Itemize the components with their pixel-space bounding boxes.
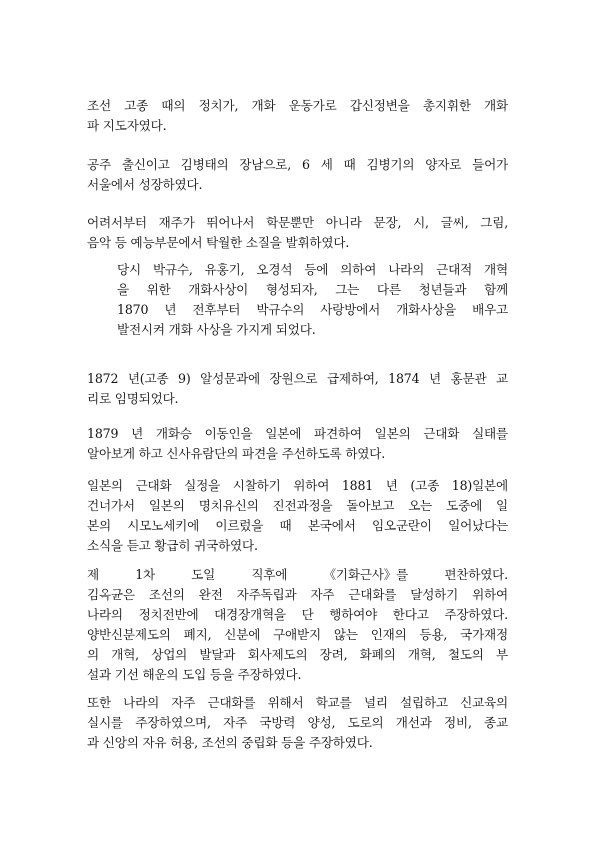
text-line: 설과 기선 해운의 도입 등을 주장하였다.	[87, 667, 302, 682]
paragraph-mission	[87, 424, 508, 464]
text-line: 당시 박규수, 유홍기, 오경석 등에 의하여 나라의 근대적 개혁	[117, 262, 508, 277]
text-line: 나라의 정치전반에 대경장개혁을 단 행하여야 한다고 주장하였다.	[87, 607, 508, 622]
word: 도일	[191, 567, 216, 582]
text-line: 김옥균은 조선의 완전 자주독립과 자주 근대화를 달성하기 위하여	[87, 587, 508, 602]
text-line: 건너가서 일본의 명치유신의 진전과정을 돌아보고 오는 도중에 일	[87, 498, 508, 513]
text-line: 일본의 근대화 실정을 시찰하기 위하여 1881 년 (고종 18)일본에	[87, 478, 508, 493]
text-line: 소식을 듣고 황급히 귀국하였다.	[87, 538, 258, 553]
text-line: 발전시켜 개화 사상을 가지게 되었다.	[117, 322, 316, 337]
text-line: 파 지도자였다.	[87, 118, 167, 133]
text-line: 1872 년(고종 9) 알성문과에 장원으로 급제하여, 1874 년 홍문관 교	[87, 371, 508, 386]
paragraph-origin	[87, 155, 508, 195]
word: 《기화근사》를	[323, 567, 409, 582]
text-line: 과 신앙의 자유 허용, 조선의 중립화 등을 주장하였다.	[87, 735, 373, 750]
text-line: 서울에서 성장하였다.	[87, 177, 203, 192]
text-line: 본의 시모노세키에 이르렀을 때 본국에서 임오군란이 일어났다는	[87, 518, 508, 533]
text-line: 의 개혁, 상업의 발달과 회사제도의 장려, 화폐의 개혁, 철도의 부	[87, 647, 508, 662]
word: 1차	[135, 567, 155, 582]
paragraph-enlightenment	[117, 260, 508, 340]
text-line: 을 위한 개화사상이 형성되자, 그는 다른 청년들과 함께	[117, 282, 508, 297]
text-line: 1870 년 전후부터 박규수의 사랑방에서 개화사상을 배우고	[117, 302, 508, 317]
text-line-spread	[87, 565, 508, 585]
text-line: 실시를 주장하였으며, 자주 국방력 양성, 도로의 개선과 정비, 종교	[87, 715, 508, 730]
text-line: 1879 년 개화승 이동인을 일본에 파견하여 일본의 근대화 실태를	[87, 426, 508, 441]
text-line: 또한 나라의 자주 근대화를 위해서 학교를 널리 설립하고 신교육의	[87, 695, 508, 710]
text-line: 음악 등 예능부문에서 탁월한 소질을 발휘하였다.	[87, 235, 350, 250]
paragraph-education	[87, 693, 508, 753]
text-line: 리로 임명되었다.	[87, 391, 179, 406]
text-line: 양반신분제도의 폐지, 신분에 구애받지 않는 인재의 등용, 국가재정	[87, 627, 508, 642]
word: 편찬하였다.	[444, 567, 508, 582]
text-line: 조선 고종 때의 정치가, 개화 운동가로 갑신정변을 총지휘한 개화	[87, 98, 508, 113]
text-line: 어려서부터 재주가 뛰어나서 학문뿐만 아니라 문장, 시, 글씨, 그림,	[87, 215, 508, 230]
word: 제	[87, 567, 99, 582]
paragraph-talent	[87, 213, 508, 253]
word: 직후에	[251, 567, 288, 582]
text-line: 공주 출신이고 김병태의 장남으로, 6 세 때 김병기의 양자로 들어가	[87, 157, 508, 172]
paragraph-japan-visit	[87, 476, 508, 556]
paragraph-intro	[87, 96, 508, 136]
paragraph-exam	[87, 369, 508, 409]
text-line: 알아보게 하고 신사유람단의 파견을 주선하도록 하였다.	[87, 446, 386, 461]
paragraph-reform	[87, 565, 508, 685]
